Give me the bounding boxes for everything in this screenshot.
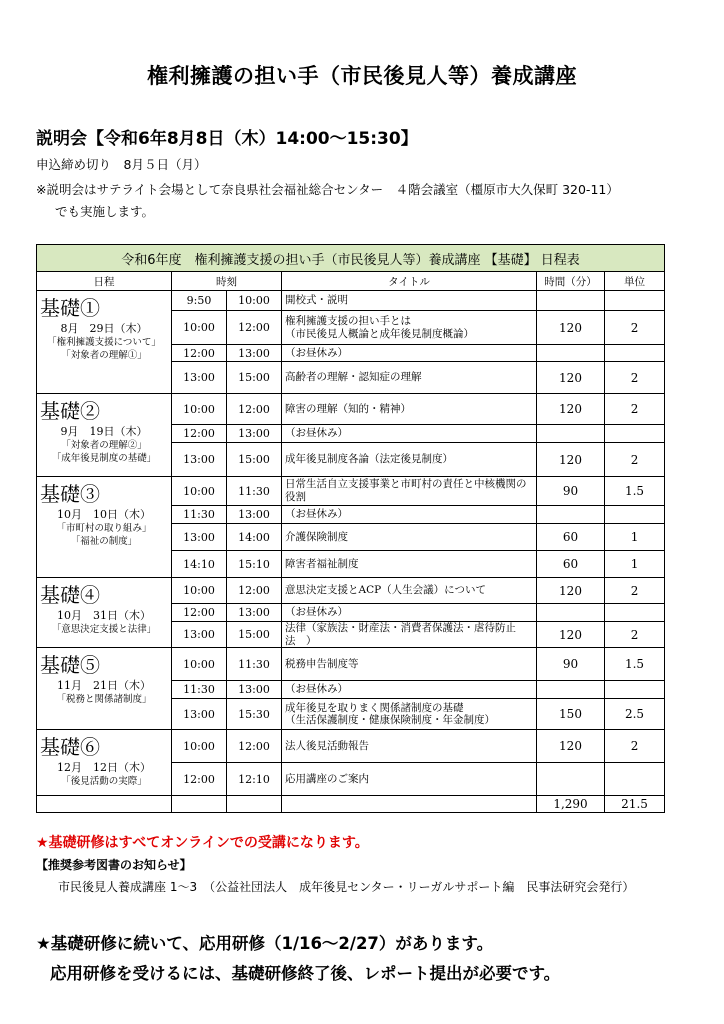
lecture-minutes: [537, 425, 605, 443]
start-time: 12:00: [172, 763, 227, 796]
end-time: 12:10: [227, 763, 282, 796]
lecture-minutes: 120: [537, 578, 605, 604]
total-spacer: [172, 796, 227, 813]
end-time: 12:00: [227, 578, 282, 604]
start-time: 10:00: [172, 394, 227, 425]
end-time: 11:30: [227, 477, 282, 506]
lecture-minutes: [537, 291, 605, 311]
lecture-title: （お昼休み）: [282, 681, 537, 699]
lecture-minutes: 120: [537, 730, 605, 763]
session-cell: [37, 648, 172, 730]
table-row: [37, 730, 665, 763]
lecture-minutes: 90: [537, 648, 605, 681]
session-cell: [37, 730, 172, 796]
session-name: 基礎①: [40, 296, 100, 320]
deadline-note: 申込締め切り 8月５日（月）: [36, 157, 207, 172]
total-units: 21.5: [605, 796, 665, 813]
lecture-title: 成年後見を取りまく関係諸制度の基礎 （生活保護制度・健康保険制度・年金制度）: [282, 699, 537, 730]
lecture-title: 障害者福祉制度: [282, 551, 537, 578]
session-topic: 「意思決定支援と法律」: [51, 624, 157, 635]
end-time: 13:00: [227, 506, 282, 524]
lecture-title: 成年後見制度各論（法定後見制度）: [282, 443, 537, 477]
end-time: 15:10: [227, 551, 282, 578]
header-time: 時刻: [172, 272, 282, 291]
session-name: 基礎⑥: [40, 735, 100, 760]
total-spacer: [227, 796, 282, 813]
lecture-minutes: 150: [537, 699, 605, 730]
reference-heading: 【推奨参考図書のお知らせ】: [36, 858, 192, 872]
session-topic: 「対象者の理解②」: [61, 440, 147, 451]
lecture-minutes: 60: [537, 524, 605, 551]
lecture-minutes: [537, 345, 605, 362]
session-topic: 「市町村の取り組み」: [56, 523, 152, 534]
lecture-units: [605, 506, 665, 524]
lecture-units: 1.5: [605, 477, 665, 506]
session-topic: 「福祉の制度」: [70, 536, 138, 547]
total-spacer: [37, 796, 172, 813]
end-time: 10:00: [227, 291, 282, 311]
lecture-units: 1.5: [605, 648, 665, 681]
total-spacer: [282, 796, 537, 813]
end-time: 14:00: [227, 524, 282, 551]
session-cell: [37, 291, 172, 394]
lecture-units: [605, 345, 665, 362]
table-row: [37, 291, 665, 311]
venue-note: ※説明会はサテライト会場として奈良県社会福祉総合センター ４階会議室（橿原市大久保町 320-11）: [36, 182, 619, 197]
session-topic: 「税務と関係諸制度」: [56, 694, 152, 706]
lecture-minutes: [537, 681, 605, 699]
table-row: [37, 477, 665, 506]
start-time: 10:00: [172, 648, 227, 681]
start-time: 12:00: [172, 345, 227, 362]
end-time: 15:00: [227, 443, 282, 477]
end-time: 12:00: [227, 311, 282, 345]
start-time: 10:00: [172, 730, 227, 763]
end-time: 13:00: [227, 604, 282, 622]
table-row: [37, 394, 665, 425]
lecture-units: 2: [605, 443, 665, 477]
lecture-title: 日常生活自立支援事業と市町村の責任と中核機関の 役割: [282, 477, 537, 506]
lecture-minutes: 60: [537, 551, 605, 578]
session-name: 基礎④: [40, 583, 100, 607]
session-name: 基礎②: [40, 399, 100, 423]
start-time: 11:30: [172, 681, 227, 699]
end-time: 15:30: [227, 699, 282, 730]
lecture-title: 権利擁護支援の担い手とは （市民後見人概論と成年後見制度概論）: [282, 311, 537, 345]
end-time: 12:00: [227, 730, 282, 763]
lecture-units: [605, 681, 665, 699]
lecture-units: 1: [605, 524, 665, 551]
session-topic: 「対象者の理解①」: [61, 350, 147, 361]
lecture-title: （お昼休み）: [282, 345, 537, 362]
lecture-units: [605, 763, 665, 796]
lecture-title: 介護保険制度: [282, 524, 537, 551]
session-date: 10月 31日（木）: [57, 609, 151, 622]
lecture-title: 法律（家族法・財産法・消費者保護法・虐待防止法 ）: [282, 622, 537, 648]
session-date: 10月 10日（木）: [57, 508, 151, 521]
lecture-units: 2: [605, 622, 665, 648]
end-time: 13:00: [227, 681, 282, 699]
session-date: 12月 12日（木）: [57, 761, 151, 775]
briefing-date: 説明会【令和6年8月8日（木）14:00～15:30】: [36, 129, 418, 149]
lecture-title: 開校式・説明: [282, 291, 537, 311]
start-time: 12:00: [172, 604, 227, 622]
start-time: 13:00: [172, 622, 227, 648]
start-time: 14:10: [172, 551, 227, 578]
total-minutes: 1,290: [537, 796, 605, 813]
start-time: 9:50: [172, 291, 227, 311]
start-time: 12:00: [172, 425, 227, 443]
venue-note-cont: でも実施します。: [55, 204, 155, 219]
session-date: 9月 19日（木）: [60, 425, 148, 438]
session-topic: 「権利擁護支援について」: [47, 337, 161, 348]
table-row: [37, 648, 665, 681]
table-caption: 令和6年度 権利擁護支援の担い手（市民後見人等）養成講座 【基礎】 日程表: [37, 245, 665, 272]
lecture-title: 法人後見活動報告: [282, 730, 537, 763]
session-cell: [37, 578, 172, 648]
start-time: 13:00: [172, 524, 227, 551]
schedule-table: [36, 244, 665, 813]
reference-body: 市民後見人養成講座 1～3 （公益社団法人 成年後見センター・リーガルサポート編 民事法研究会発行）: [58, 880, 635, 894]
end-time: 12:00: [227, 394, 282, 425]
end-time: 13:00: [227, 345, 282, 362]
lecture-title: 税務申告制度等: [282, 648, 537, 681]
start-time: 13:00: [172, 699, 227, 730]
lecture-title: 意思決定支援とACP（人生会議）について: [282, 578, 537, 604]
start-time: 13:00: [172, 443, 227, 477]
lecture-minutes: 120: [537, 311, 605, 345]
lecture-units: [605, 291, 665, 311]
lecture-units: 2.5: [605, 699, 665, 730]
session-date: 11月 21日（木）: [57, 679, 151, 693]
lecture-title: （お昼休み）: [282, 506, 537, 524]
lecture-title: （お昼休み）: [282, 425, 537, 443]
lecture-minutes: 120: [537, 622, 605, 648]
end-time: 13:00: [227, 425, 282, 443]
lecture-units: 2: [605, 394, 665, 425]
end-time: 11:30: [227, 648, 282, 681]
lecture-minutes: [537, 506, 605, 524]
session-cell: [37, 394, 172, 477]
start-time: 10:00: [172, 311, 227, 345]
header-units: 単位: [605, 272, 665, 291]
lecture-minutes: 120: [537, 443, 605, 477]
lecture-title: 高齢者の理解・認知症の理解: [282, 362, 537, 394]
lecture-units: 2: [605, 730, 665, 763]
end-time: 15:00: [227, 622, 282, 648]
end-time: 15:00: [227, 362, 282, 394]
lecture-minutes: 90: [537, 477, 605, 506]
header-minutes: 時間（分）: [537, 272, 605, 291]
lecture-title: （お昼休み）: [282, 604, 537, 622]
header-schedule: 日程: [37, 272, 172, 291]
advanced-course-note: ★基礎研修に続いて、応用研修（1/16～2/27）があります。: [36, 934, 494, 953]
session-date: 8月 29日（木）: [60, 322, 148, 335]
session-cell: [37, 477, 172, 578]
start-time: 13:00: [172, 362, 227, 394]
lecture-units: 2: [605, 578, 665, 604]
online-note: ★基礎研修はすべてオンラインでの受講になります。: [36, 835, 369, 851]
lecture-units: 2: [605, 311, 665, 345]
lecture-minutes: [537, 763, 605, 796]
table-row: [37, 578, 665, 604]
lecture-units: 2: [605, 362, 665, 394]
lecture-units: [605, 604, 665, 622]
lecture-units: [605, 425, 665, 443]
start-time: 10:00: [172, 477, 227, 506]
lecture-minutes: [537, 604, 605, 622]
advanced-course-requirement: 応用研修を受けるには、基礎研修終了後、レポート提出が必要です。: [50, 964, 561, 983]
start-time: 10:00: [172, 578, 227, 604]
session-topic: 「成年後見制度の基礎」: [51, 453, 157, 464]
lecture-minutes: 120: [537, 362, 605, 394]
session-name: 基礎⑤: [40, 653, 100, 678]
page-title: 権利擁護の担い手（市民後見人等）養成講座: [147, 64, 577, 88]
lecture-minutes: 120: [537, 394, 605, 425]
session-name: 基礎③: [40, 482, 100, 506]
lecture-units: 1: [605, 551, 665, 578]
lecture-title: 障害の理解（知的・精神）: [282, 394, 537, 425]
start-time: 11:30: [172, 506, 227, 524]
session-topic: 「後見活動の実際」: [61, 776, 147, 788]
header-title: タイトル: [282, 272, 537, 291]
lecture-title: 応用講座のご案内: [282, 763, 537, 796]
